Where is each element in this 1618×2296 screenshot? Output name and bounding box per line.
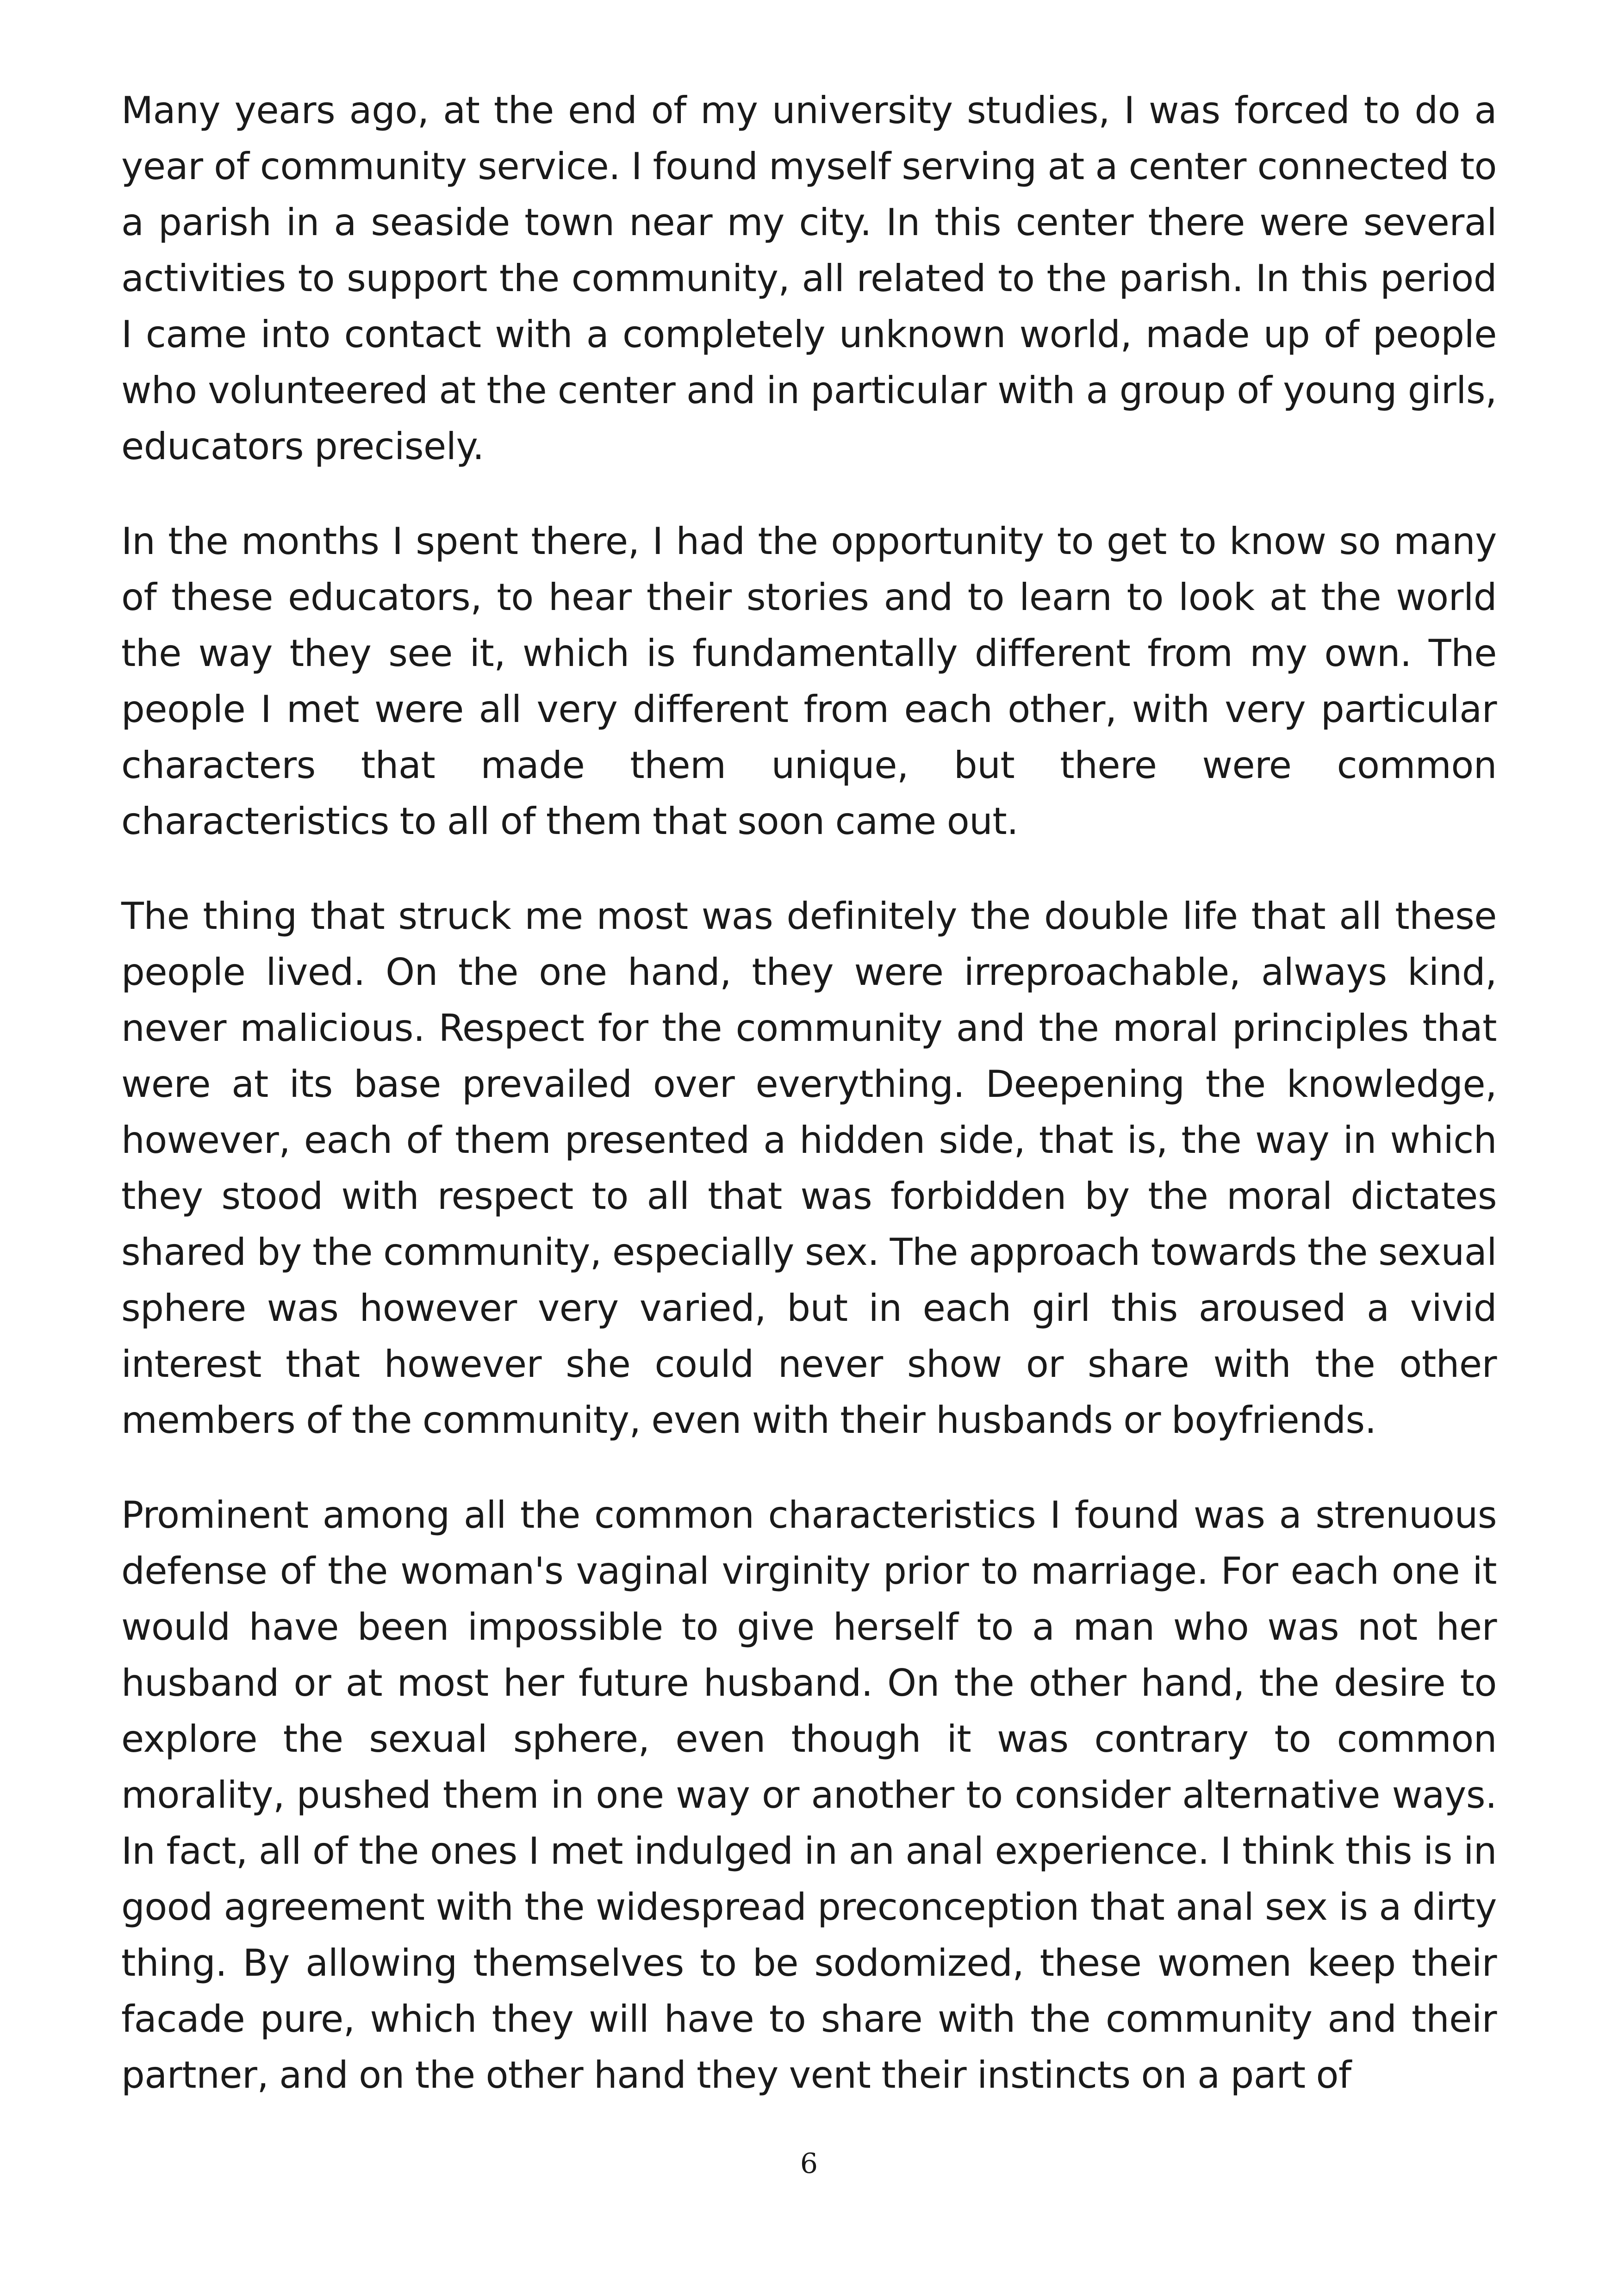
paragraph-2: In the months I spent there, I had the opportunity to get to know so many of these educators, to hear their stories and to learn to look at the world the way they see it, which is fundamentally different from my own. The people I met were all very different from each other, with very particular characters that made them unique, but there were common characteristics to all of them that soon came out. [121,520,1497,843]
page-number: 6 [800,2147,818,2180]
paragraph-1: Many years ago, at the end of my university studies, I was forced to do a year of community service. I found myself serving at a center connected to a parish in a seaside town near my city. In this center there were several activities to support the community, all related to the parish. In this period I came into contact with a completely unknown world, made up of people who volunteered at the center and in particular with a group of young girls, educators precisely. [121,89,1497,468]
paragraph-4: Prominent among all the common characteristics I found was a strenuous defense of the woman's vaginal virginity prior to marriage. For each one it would have been impossible to give herself to a man who was not her husband or at most her future husband. On the other hand, the desire to explore the sexual sphere, even though it was contrary to common morality, pushed them in one way or another to consider alternative ways. In fact, all of the ones I met indulged in an anal experience. I think this is in good agreement with the widespread preconception that anal sex is a dirty thing. By allowing themselves to be sodomized, these women keep their facade pure, which they will have to share with the community and their partner, and on the other hand they vent their instincts on a part of [121,1493,1497,2097]
paragraph-3: The thing that struck me most was definitely the double life that all these people lived. On the one hand, they were irreproachable, always kind, never malicious. Respect for the community and the moral principles that were at its base prevailed over everything. Deepening the knowledge, however, each of them presented a hidden side, that is, the way in which they stood with respect to all that was forbidden by the moral dictates shared by the community, especially sex. The approach towards the sexual sphere was however very varied, but in each girl this aroused a vivid interest that however she could never show or share with the other members of the community, even with their husbands or boyfriends. [121,895,1497,1442]
body-text [121,82,1497,2103]
